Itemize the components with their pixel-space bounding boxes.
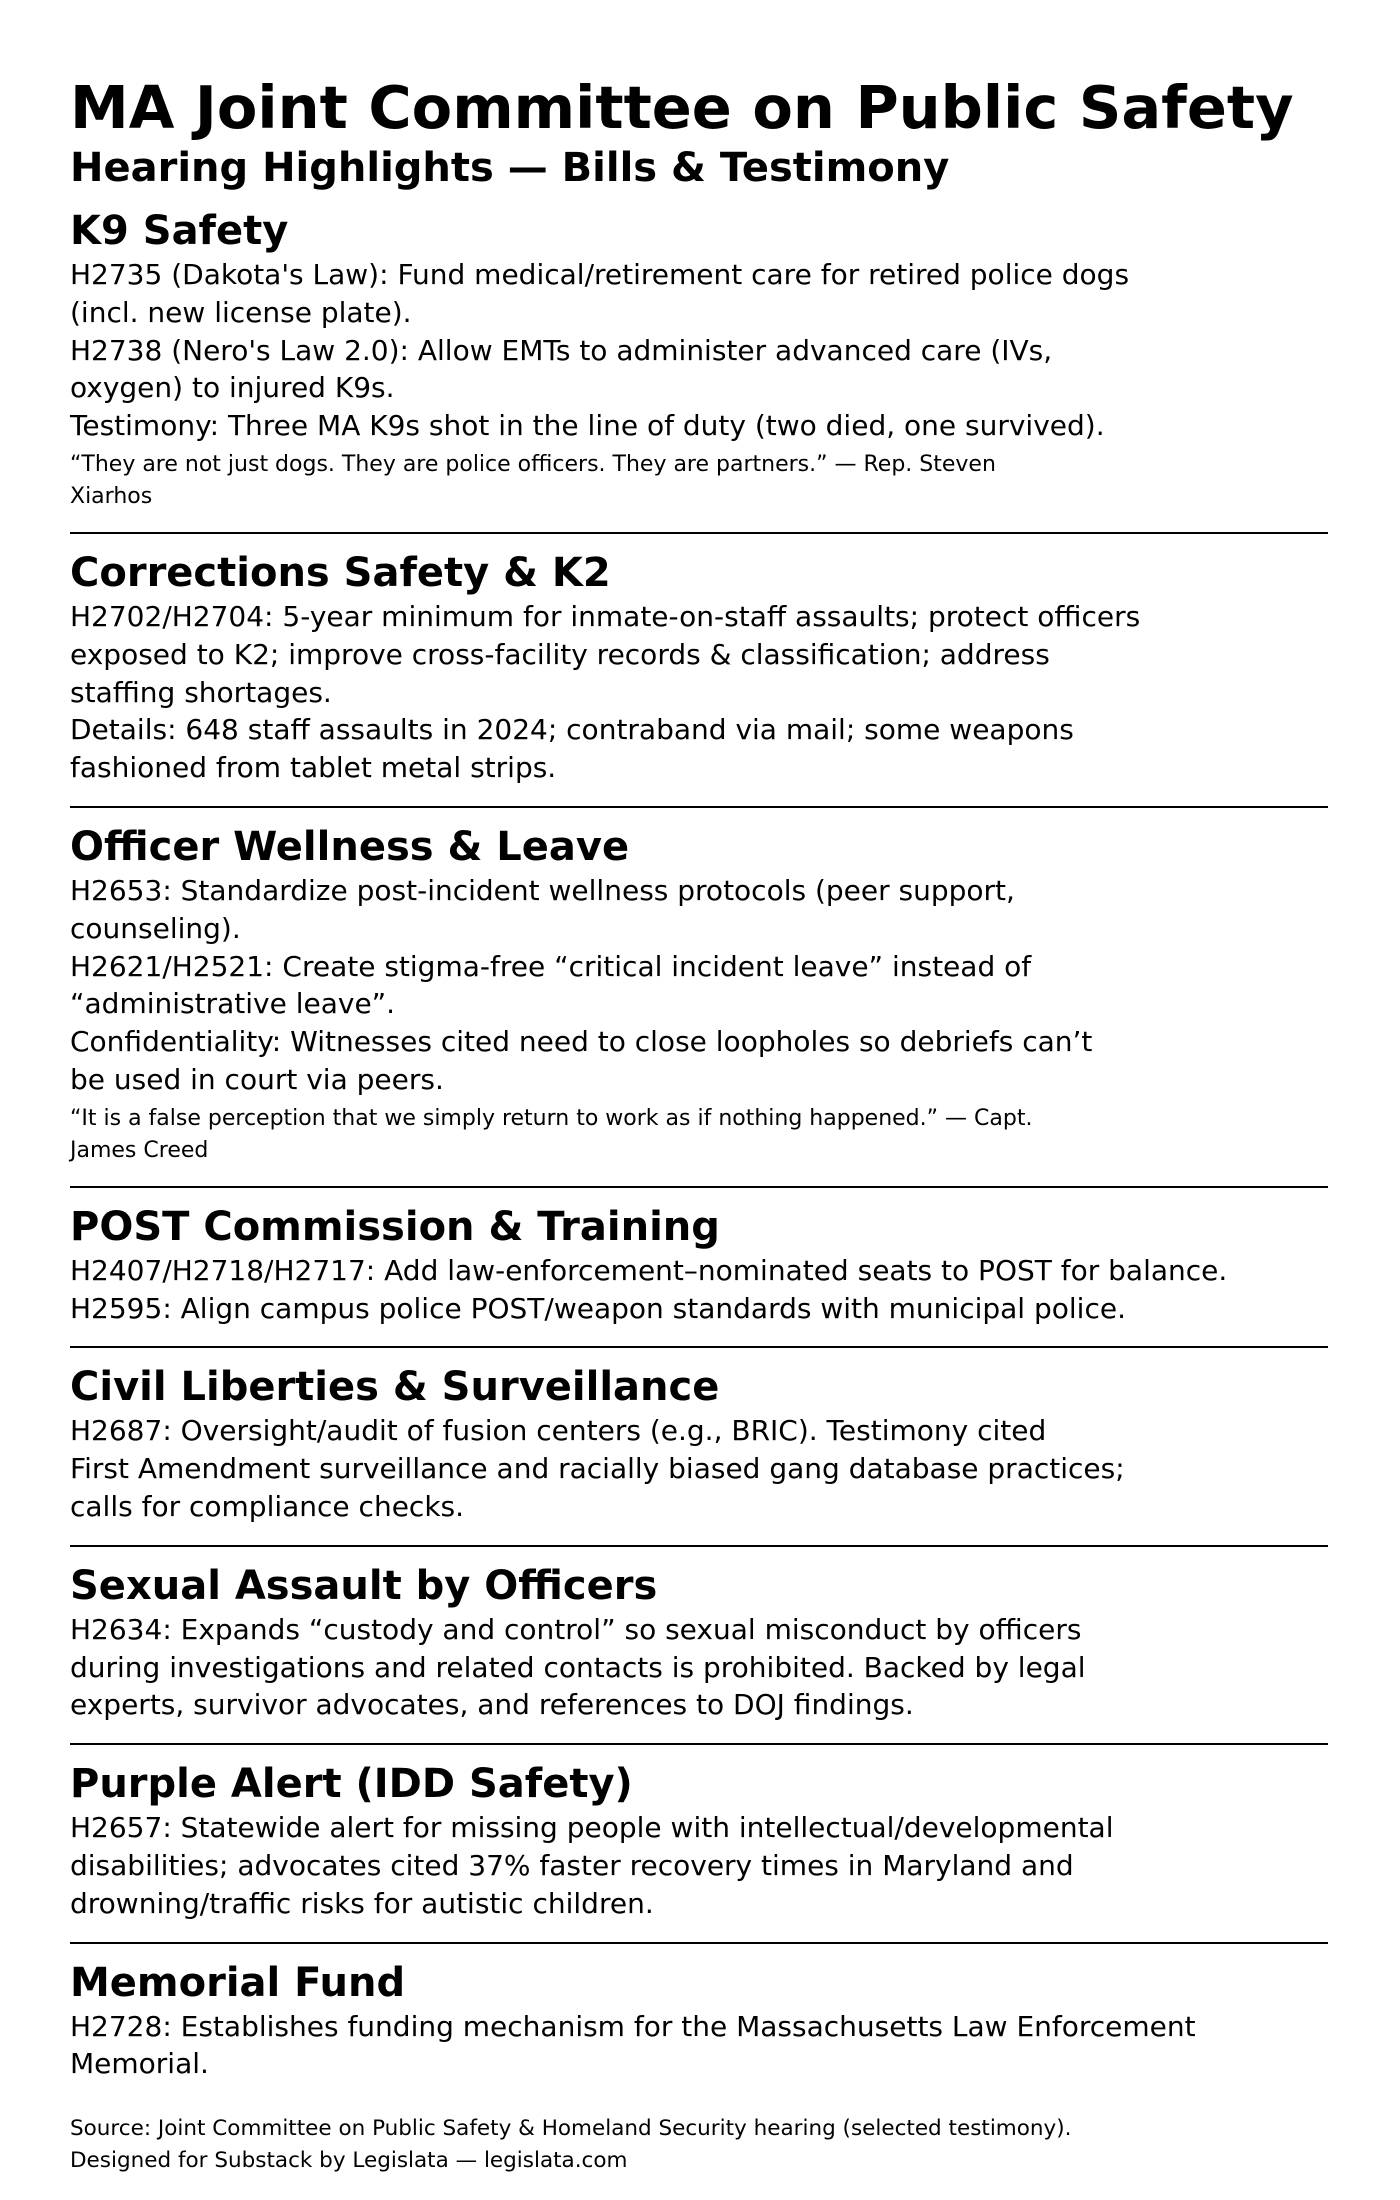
section-heading: Corrections Safety & K2 <box>70 549 611 596</box>
section-text-line: fashioned from tablet metal strips. <box>70 751 557 785</box>
section-text-line: Details: 648 staff assaults in 2024; contraband via mail; some weapons <box>70 713 1074 747</box>
section-divider <box>70 1346 1328 1348</box>
section-text-line: H2595: Align campus police POST/weapon standards with municipal police. <box>70 1291 1126 1325</box>
quote-line: “It is a false perception that we simply return to work as if nothing happened.” — Capt. <box>70 1105 1033 1131</box>
section-text-line: experts, survivor advocates, and references to DOJ findings. <box>70 1688 914 1722</box>
section-heading: Memorial Fund <box>70 1959 406 2006</box>
section-text-line: Testimony: Three MA K9s shot in the line of duty (two died, one survived). <box>70 409 1105 443</box>
section-civil-liberties-surveillance <box>70 1362 1330 1546</box>
document <box>70 73 1330 2177</box>
section-divider <box>70 532 1328 534</box>
section-text-line: H2407/H2718/H2717: Add law-enforcement–nominated seats to POST for balance. <box>70 1253 1228 1287</box>
quote-line: Xiarhos <box>70 483 153 509</box>
page-subtitle: Hearing Highlights — Bills & Testimony <box>70 145 950 191</box>
section-text-line: calls for compliance checks. <box>70 1489 465 1523</box>
section-divider <box>70 1743 1328 1745</box>
section-divider <box>70 1545 1328 1547</box>
section-text-line: be used in court via peers. <box>70 1062 444 1096</box>
section-text-line: H2735 (Dakota's Law): Fund medical/retirement care for retired police dogs <box>70 258 1130 291</box>
section-text-line: staffing shortages. <box>70 675 332 709</box>
section-divider <box>70 806 1328 808</box>
section-text-line: counseling). <box>70 911 241 945</box>
section-text-line: H2728: Establishes funding mechanism for the Massachusetts Law Enforcement <box>70 2009 1196 2043</box>
section-text-line: (incl. new license plate). <box>70 295 412 329</box>
section-heading: Civil Liberties & Surveillance <box>70 1364 720 1411</box>
section-heading: POST Commission & Training <box>70 1203 720 1250</box>
section-text-line: Memorial. <box>70 2047 209 2081</box>
source-note: Source: Joint Committee on Public Safety & Homeland Security hearing (selected testimony). <box>70 2116 1072 2142</box>
testimony-quote <box>70 1103 1330 1167</box>
section-text-line: H2621/H2521: Create stigma-free “critical incident leave” instead of <box>70 949 1032 983</box>
section-divider <box>70 1186 1328 1188</box>
quote-line: “They are not just dogs. They are police officers. They are partners.” — Rep. Steven <box>70 451 996 477</box>
section-text-line: Confidentiality: Witnesses cited need to close loopholes so debriefs can’t <box>70 1025 1093 1059</box>
section-text-line: during investigations and related contacts is prohibited. Backed by legal <box>70 1650 1086 1684</box>
section-text-line: H2687: Oversight/audit of fusion centers (e.g., BRIC). Testimony cited <box>70 1414 1047 1448</box>
section-corrections-safety-k2 <box>70 548 1330 808</box>
footer <box>70 2113 1330 2177</box>
section-text-line: H2634: Expands “custody and control” so sexual misconduct by officers <box>70 1612 1082 1646</box>
section-text-line: H2657: Statewide alert for missing people with intellectual/developmental <box>70 1811 1114 1845</box>
section-heading: Purple Alert (IDD Safety) <box>70 1761 633 1808</box>
section-text-line: First Amendment surveillance and racially biased gang database practices; <box>70 1452 1125 1486</box>
section-divider <box>70 1942 1328 1944</box>
section-officer-wellness-leave <box>70 822 1330 1188</box>
quote-line: James Creed <box>70 1137 209 1163</box>
section-purple-alert-idd-safety <box>70 1759 1330 1943</box>
sections-container <box>70 206 1330 2083</box>
section-memorial-fund <box>70 1958 1330 2084</box>
section-text-line: H2702/H2704: 5-year minimum for inmate-on-staff assaults; protect officers <box>70 599 1141 633</box>
section-text-line: H2653: Standardize post-incident wellness protocols (peer support, <box>70 873 1015 907</box>
section-text-line: exposed to K2; improve cross-facility records & classification; address <box>70 637 1050 671</box>
section-post-commission-training <box>70 1202 1330 1349</box>
section-text-line: drowning/traffic risks for autistic children. <box>70 1886 654 1920</box>
section-text-line: disabilities; advocates cited 37% faster recovery times in Maryland and <box>70 1848 1074 1882</box>
section-text-line: oxygen) to injured K9s. <box>70 371 395 405</box>
section-heading: Officer Wellness & Leave <box>70 823 630 870</box>
page-title: MA Joint Committee on Public Safety <box>70 73 1294 142</box>
testimony-quote <box>70 449 1330 513</box>
section-heading: Sexual Assault by Officers <box>70 1562 658 1609</box>
section-text-line: “administrative leave”. <box>70 987 396 1021</box>
credit-line: Designed for Substack by Legislata — legislata.com <box>70 2148 628 2174</box>
section-heading: K9 Safety <box>70 208 289 254</box>
section-sexual-assault-by-officers <box>70 1561 1330 1745</box>
section-text-line: H2738 (Nero's Law 2.0): Allow EMTs to administer advanced care (IVs, <box>70 333 1053 367</box>
section-k9-safety <box>70 206 1330 534</box>
